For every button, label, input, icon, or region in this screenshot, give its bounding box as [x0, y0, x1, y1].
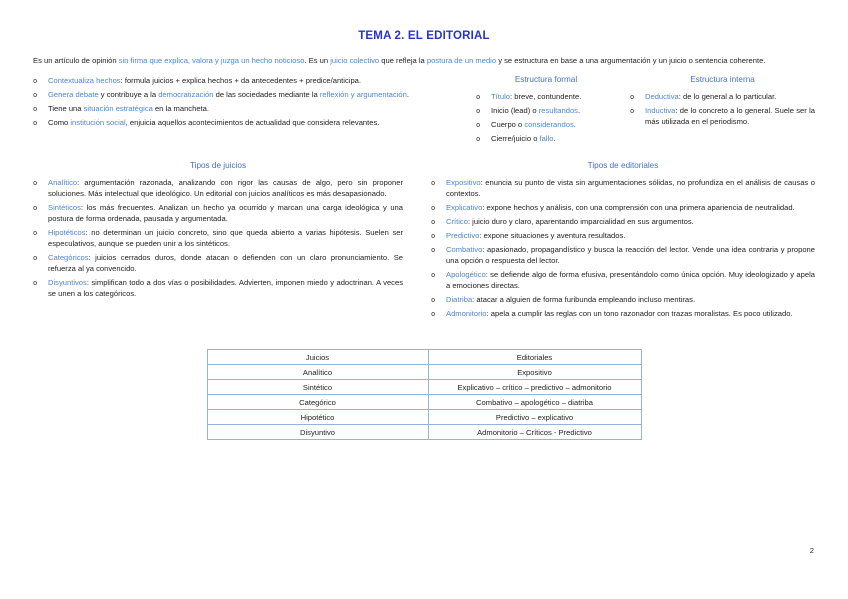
estructura-interna-list [630, 91, 815, 127]
list-item-text: Contextualiza hechos: formula juicios + explica hechos + da antecedentes + predice/anticipa. [48, 76, 362, 85]
bullet-marker: o [33, 178, 38, 187]
table-cell: Categórico [207, 395, 428, 410]
table-cell: Expositivo [428, 365, 641, 380]
list-item [33, 277, 403, 299]
list-item-text: Disyuntivos: simplifican todo a dos vías o posibilidades. Advierten, imponen miedo y adoctrinan. A veces se unen a los categóricos. [48, 277, 403, 298]
list-item [476, 119, 630, 130]
list-item-text: Crítico: juicio duro y claro, aparentando imparcialidad en sus argumentos. [446, 216, 694, 226]
table-header-editoriales: Editoriales [428, 350, 641, 365]
section-estructura-formal [462, 75, 630, 148]
table-row [207, 395, 641, 410]
list-item-text: Cuerpo o considerandos. [491, 120, 576, 130]
list-item-text: Cierre/juicio o fallo. [491, 134, 556, 144]
bullet-marker: o [431, 245, 436, 254]
table-row [207, 425, 641, 440]
table-cell: Admonitorio – Críticos - Predictivo [428, 425, 641, 440]
table-row [207, 410, 641, 425]
bullet-marker: o [33, 203, 38, 212]
list-item-text: Apologético: se defiende algo de forma efusiva, presentándolo como única opción. Muy ideologizado y apela a emociones directas. [446, 269, 815, 290]
list-item-text: Sintéticos: los más frecuentes. Analizan un hecho ya ocurrido y marcan una carga ideológica y una postura de forma ordenada, pausada y argumentada. [48, 202, 403, 223]
table-row [207, 365, 641, 380]
table-cell: Predictivo – explicativo [428, 410, 641, 425]
bullet-marker: o [630, 107, 635, 116]
section-heading-estructura-formal: Estructura formal [514, 75, 578, 84]
bullet-marker: o [33, 105, 38, 114]
list-item [431, 177, 815, 199]
caracteristicas-list [33, 75, 448, 148]
bullet-marker: o [476, 135, 481, 144]
bullet-marker: o [431, 231, 436, 240]
table-row [207, 380, 641, 395]
table-cell: Hipotético [207, 410, 428, 425]
list-item [431, 230, 815, 241]
bullet-marker: o [431, 295, 436, 304]
bullet-marker: o [33, 278, 38, 287]
list-item [476, 133, 630, 144]
bullet-marker: o [476, 121, 481, 130]
list-item [33, 227, 403, 249]
list-item-text: Predictivo: expone situaciones y aventura resultados. [446, 230, 626, 240]
section-heading-tipos-editoriales: Tipos de editoriales [587, 160, 659, 170]
bullet-marker: o [431, 270, 436, 279]
list-item-text: Categóricos: juicios cerrados duros, donde atacan o defienden con un claro pronunciamiento. Se refuerza al ya convencido. [48, 252, 403, 273]
types-columns-row [33, 161, 815, 323]
list-item [33, 177, 403, 199]
list-item-text: Tiene una situación estratégica en la mancheta. [48, 104, 209, 114]
table-header-juicios: Juicios [207, 350, 428, 365]
list-item [33, 252, 403, 274]
list-item [33, 89, 448, 100]
list-item [431, 202, 815, 213]
list-item [476, 91, 630, 102]
list-item-text: Admonitorio: apela a cumplir las reglas con un tono razonador con trazas moralistas. Es poco utilizado. [446, 309, 793, 319]
section-estructura-interna [630, 75, 815, 148]
bullet-marker: o [33, 77, 38, 85]
table-cell: Combativo – apologético – diatriba [428, 395, 641, 410]
list-item-text: Título: breve, contundente. [491, 92, 582, 101]
list-item-text: Analítico: argumentación razonada, analizando con rigor las causas de algo, pero sin proponer soluciones. Más intelectual que ideológico. Un editorial con juicios analíticos es más desapasionado. [48, 177, 403, 198]
section-tipos-juicios [33, 161, 403, 323]
bullet-marker: o [476, 93, 481, 101]
table-cell: Explicativo – crítico – predictivo – admonitorio [428, 380, 641, 395]
bullet-marker: o [431, 203, 436, 212]
section-tipos-editoriales [431, 161, 815, 323]
list-item [33, 202, 403, 224]
list-item [630, 105, 815, 127]
list-item-text: Inicio (lead) o resultandos. [491, 106, 581, 116]
list-item-text: Como institución social, enjuicia aquellos acontecimientos de actualidad que considera relevantes. [48, 118, 380, 128]
list-item-text: Expositivo: enuncia su punto de vista sin argumentaciones sólidas, no profundiza en el análisis de causas o contextos. [446, 177, 815, 198]
page-title: TEMA 2. EL EDITORIAL [358, 30, 490, 42]
list-item [630, 91, 815, 102]
list-item [431, 294, 815, 305]
list-item-text: Diatriba: atacar a alguien de forma furibunda empleando incluso mentiras. [446, 294, 696, 304]
list-item-text: Deductiva: de lo general a lo particular. [645, 92, 777, 101]
bullet-marker: o [33, 91, 38, 100]
table-header-row [207, 350, 641, 365]
bullet-marker: o [33, 253, 38, 262]
bullet-marker: o [431, 217, 436, 226]
list-item-text: Explicativo: expone hechos y análisis, con una comprensión con una primera apariencia de neutralidad. [446, 202, 795, 212]
list-item [431, 269, 815, 291]
tipos-juicios-list [33, 177, 403, 299]
page-number: 2 [809, 546, 814, 555]
list-item [476, 105, 630, 116]
bullet-marker: o [431, 178, 436, 187]
section-heading-tipos-juicios: Tipos de juicios [189, 160, 247, 170]
list-item [431, 216, 815, 227]
bullet-marker: o [476, 107, 481, 116]
bullet-marker: o [431, 310, 436, 319]
estructura-formal-list [462, 91, 630, 145]
list-item-text: Combativo: apasionado, propagandístico y busca la reacción del lector. Vende una idea contraria y propone una opción o respuesta del lector. [446, 244, 815, 265]
section-heading-estructura-interna: Estructura interna [690, 75, 755, 84]
list-item [431, 308, 815, 319]
list-item [33, 117, 448, 128]
top-columns-row [33, 75, 815, 148]
bullet-marker: o [33, 119, 38, 128]
bullet-marker: o [630, 93, 635, 101]
table-cell: Disyuntivo [207, 425, 428, 440]
list-item [33, 75, 448, 86]
table-cell: Sintético [207, 380, 428, 395]
intro-paragraph: Es un artículo de opinión sin firma que explica, valora y juzga un hecho noticioso. Es un juicio colectivo que refleja la postura de un medio y se estructura en base a una argumentación y un juicio o sentencia coherente. [33, 56, 766, 65]
table-cell: Analítico [207, 365, 428, 380]
list-item [431, 244, 815, 266]
list-item [33, 103, 448, 114]
list-item-text: Genera debate y contribuye a la democratización de las sociedades mediante la reflexión y argumentación. [48, 90, 409, 100]
summary-table [207, 349, 642, 440]
list-item-text: Hipotéticos: no determinan un juicio concreto, sino que queda abierto a varias hipótesis. Suelen ser especulativos, aunque se pueden unir a los sintéticos. [48, 227, 403, 248]
list-item-text: Inductiva: de lo concreto a lo general. Suele ser la más utilizada en el periodismo. [645, 106, 815, 127]
bullet-marker: o [33, 228, 38, 237]
tipos-editoriales-list [431, 177, 815, 320]
